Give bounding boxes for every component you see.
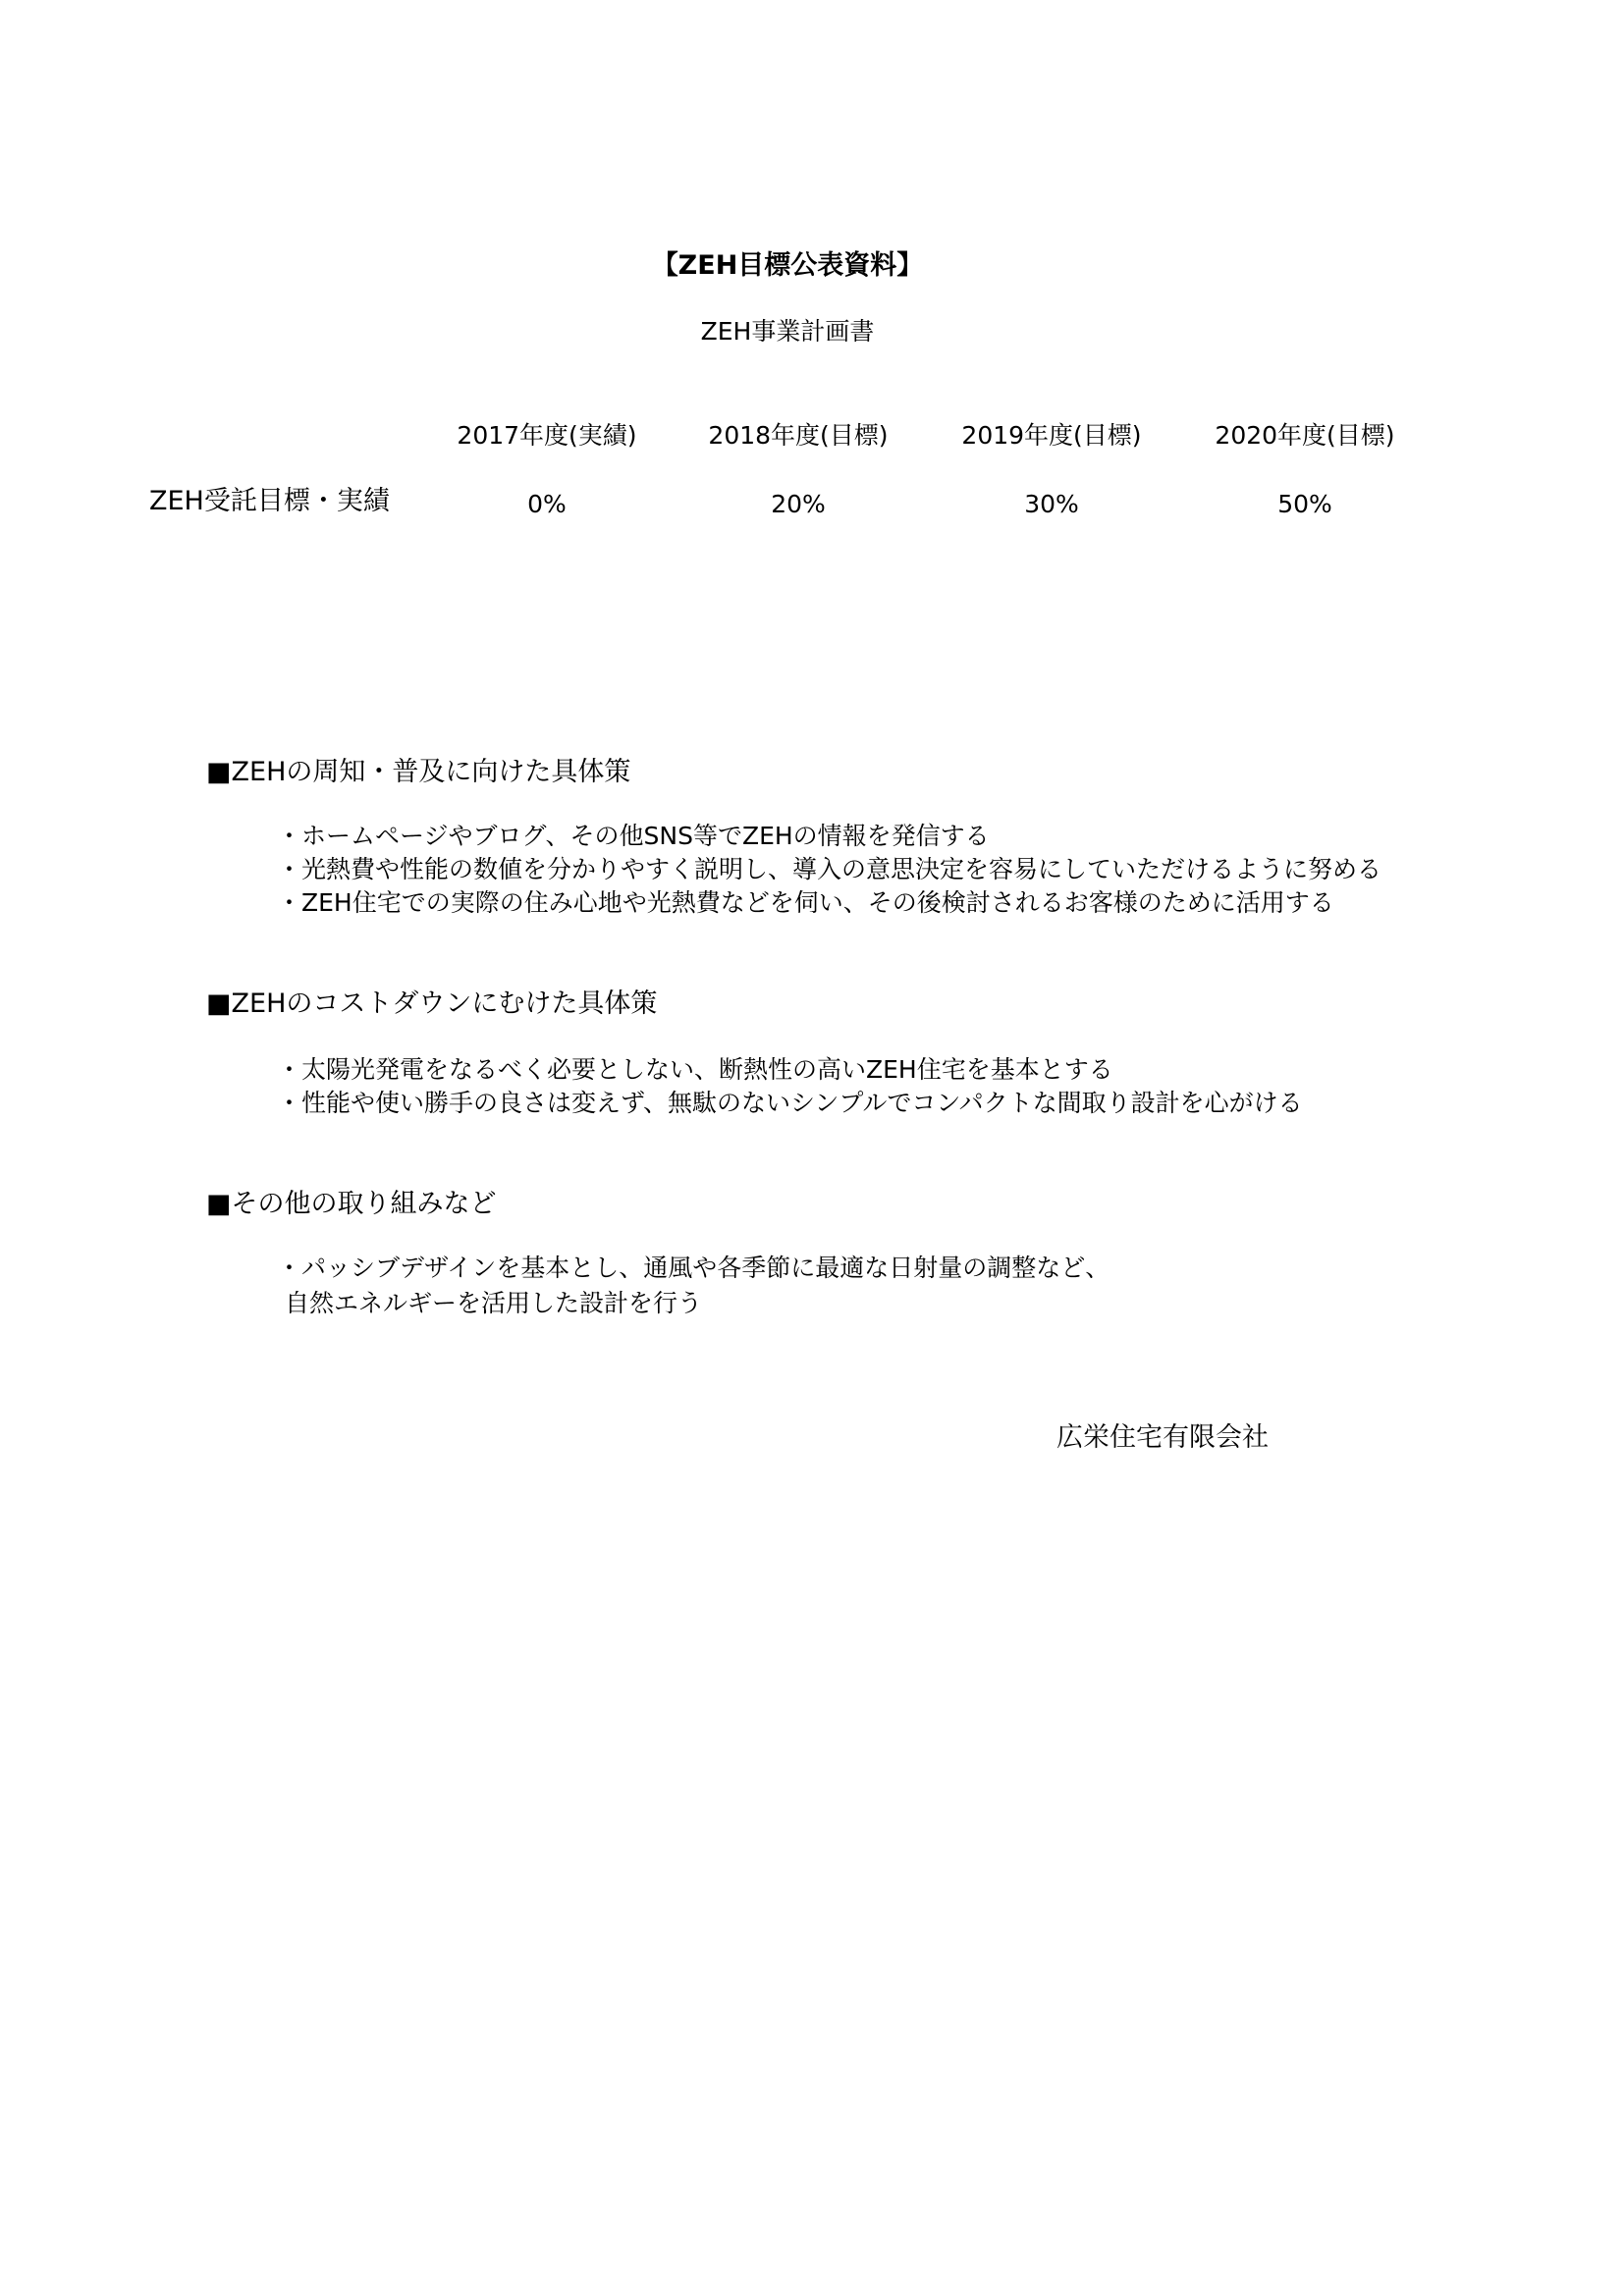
section-heading: ■ZEHのコストダウンにむけた具体策: [206, 988, 658, 1019]
table-cell-2017: 0%: [527, 490, 567, 518]
section-heading: ■ZEHの周知・普及に向けた具体策: [206, 757, 631, 787]
list-item: ・パッシブデザインを基本とし、通風や各季節に最適な日射量の調整など、: [277, 1254, 1110, 1282]
company-name: 広栄住宅有限会社: [1056, 1422, 1269, 1453]
section-heading: ■その他の取り組みなど: [206, 1189, 497, 1219]
table-row-label: ZEH受託目標・実績: [149, 486, 390, 516]
table-cell-2020: 50%: [1277, 490, 1332, 518]
list-item: ・性能や使い勝手の良さは変えず、無駄のないシンプルでコンパクトな間取り設計を心がける: [277, 1089, 1303, 1117]
list-item: ・ZEH住宅での実際の住み心地や光熱費などを伺い、その後検討されるお客様のために活用する: [277, 888, 1334, 917]
table-header-2018: 2018年度(目標): [708, 421, 889, 450]
list-item: 自然エネルギーを活用した設計を行う: [285, 1289, 703, 1317]
document-subtitle: ZEH事業計画書: [700, 317, 875, 346]
list-item: ・太陽光発電をなるべく必要としない、断熱性の高いZEH住宅を基本とする: [277, 1055, 1113, 1084]
table-header-2017: 2017年度(実績): [457, 421, 637, 450]
list-item: ・光熱費や性能の数値を分かりやすく説明し、導入の意思決定を容易にしていただけるように努める: [277, 855, 1382, 883]
table-header-2020: 2020年度(目標): [1215, 421, 1395, 450]
table-cell-2018: 20%: [771, 490, 826, 518]
table-header-2019: 2019年度(目標): [961, 421, 1142, 450]
document-title: 【ZEH目標公表資料】: [651, 250, 924, 281]
table-cell-2019: 30%: [1024, 490, 1079, 518]
list-item: ・ホームページやブログ、その他SNS等でZEHの情報を発信する: [277, 822, 990, 850]
